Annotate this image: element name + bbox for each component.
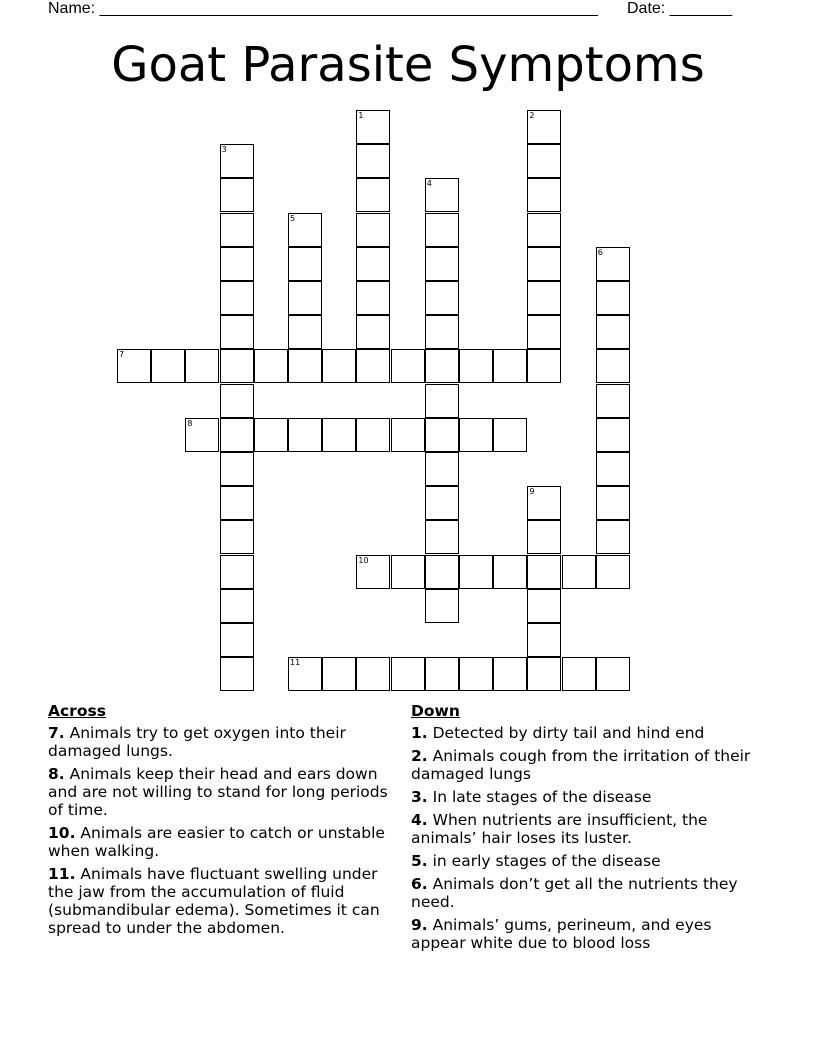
grid-cell[interactable] (527, 486, 561, 520)
down-heading: Down (411, 702, 460, 720)
grid-cell[interactable] (151, 349, 185, 383)
clue-number: 7. (48, 724, 65, 742)
across-clues (48, 702, 403, 942)
grid-cell[interactable] (425, 520, 459, 554)
cell-number: 9 (529, 487, 535, 497)
grid-cell[interactable] (425, 247, 459, 281)
grid-cell[interactable] (322, 418, 356, 452)
grid-cell[interactable] (596, 281, 630, 315)
grid-cell[interactable] (425, 452, 459, 486)
grid-cell[interactable] (527, 110, 561, 144)
grid-cell[interactable] (356, 418, 390, 452)
cell-number: 3 (221, 145, 227, 155)
cell-number: 11 (290, 658, 301, 668)
grid-cell[interactable] (562, 555, 596, 589)
grid-cell[interactable] (322, 349, 356, 383)
grid-cell[interactable] (527, 349, 561, 383)
grid-cell[interactable] (493, 555, 527, 589)
grid-cell[interactable] (459, 555, 493, 589)
clue-down-4 (411, 811, 756, 847)
clue-text: Animals’ gums, perineum, and eyes appear white due to blood loss (411, 916, 712, 952)
clue-number: 2. (411, 747, 428, 765)
grid-cell[interactable] (527, 178, 561, 212)
cell-number: 4 (426, 179, 432, 189)
clue-across-10 (48, 824, 403, 860)
clue-text: Animals try to get oxygen into their damaged lungs. (48, 724, 346, 760)
clue-text: Animals have fluctuant swelling under the jaw from the accumulation of fluid (submandibular edema). Sometimes it can spread to under the abdomen. (48, 865, 380, 937)
grid-cell[interactable] (356, 657, 390, 691)
grid-cell[interactable] (425, 555, 459, 589)
clue-number: 11. (48, 865, 76, 883)
grid-cell[interactable] (527, 623, 561, 657)
grid-cell[interactable] (596, 486, 630, 520)
clue-text: in early stages of the disease (432, 852, 661, 870)
grid-cell[interactable] (527, 657, 561, 691)
grid-cell[interactable] (185, 418, 219, 452)
grid-cell[interactable] (493, 657, 527, 691)
clue-number: 6. (411, 875, 428, 893)
clue-across-11 (48, 865, 403, 937)
clue-text: In late stages of the disease (432, 788, 652, 806)
across-heading: Across (48, 702, 106, 720)
grid-cell[interactable] (322, 657, 356, 691)
grid-cell[interactable] (220, 555, 254, 589)
grid-cell[interactable] (425, 178, 459, 212)
grid-cell[interactable] (391, 555, 425, 589)
grid-cell[interactable] (391, 418, 425, 452)
clue-down-3 (411, 788, 756, 806)
grid-cell[interactable] (596, 520, 630, 554)
grid-cell[interactable] (596, 452, 630, 486)
grid-cell[interactable] (356, 555, 390, 589)
clue-across-7 (48, 724, 403, 760)
clue-number: 10. (48, 824, 76, 842)
cell-number: 10 (358, 555, 369, 565)
clue-text: Animals keep their head and ears down and are not willing to stand for long periods of time. (48, 765, 388, 819)
grid-cell[interactable] (527, 213, 561, 247)
clue-number: 3. (411, 788, 428, 806)
grid-cell[interactable] (220, 418, 254, 452)
grid-cell[interactable] (220, 486, 254, 520)
grid-cell[interactable] (527, 589, 561, 623)
grid-cell[interactable] (562, 657, 596, 691)
grid-cell[interactable] (425, 281, 459, 315)
grid-cell[interactable] (356, 247, 390, 281)
grid-cell[interactable] (459, 349, 493, 383)
page-title: Goat Parasite Symptoms (111, 37, 705, 93)
clue-down-1 (411, 724, 756, 742)
cell-number: 5 (290, 213, 296, 223)
grid-cell[interactable] (356, 110, 390, 144)
grid-cell[interactable] (493, 349, 527, 383)
grid-cell[interactable] (596, 657, 630, 691)
grid-cell[interactable] (220, 315, 254, 349)
grid-cell[interactable] (220, 144, 254, 178)
clue-text: Animals don’t get all the nutrients they need. (411, 875, 738, 911)
grid-cell[interactable] (596, 555, 630, 589)
clue-number: 8. (48, 765, 65, 783)
grid-cell[interactable] (288, 349, 322, 383)
grid-cell[interactable] (391, 657, 425, 691)
name-field[interactable]: Name: ________________________________________________________ (48, 0, 598, 17)
grid-cell[interactable] (596, 384, 630, 418)
grid-cell[interactable] (459, 418, 493, 452)
grid-cell[interactable] (220, 623, 254, 657)
clue-down-2 (411, 747, 756, 783)
grid-cell[interactable] (425, 384, 459, 418)
grid-cell[interactable] (220, 384, 254, 418)
cell-number: 8 (187, 418, 193, 428)
clue-text: Animals cough from the irritation of their damaged lungs (411, 747, 751, 783)
grid-cell[interactable] (425, 213, 459, 247)
grid-cell[interactable] (425, 657, 459, 691)
grid-cell[interactable] (220, 452, 254, 486)
clue-text: Detected by dirty tail and hind end (432, 724, 705, 742)
clue-number: 9. (411, 916, 428, 934)
grid-cell[interactable] (220, 657, 254, 691)
grid-cell[interactable] (425, 315, 459, 349)
down-clues (411, 702, 756, 957)
grid-cell[interactable] (288, 315, 322, 349)
cell-number: 2 (529, 111, 535, 120)
clue-down-6 (411, 875, 756, 911)
cell-number: 6 (597, 247, 603, 257)
grid-cell[interactable] (185, 349, 219, 383)
grid-cell[interactable] (425, 418, 459, 452)
cell-number: 1 (358, 111, 364, 120)
grid-cell[interactable] (356, 144, 390, 178)
clue-number: 5. (411, 852, 428, 870)
clue-text: When nutrients are insufficient, the animals’ hair loses its luster. (411, 811, 708, 847)
grid-cell[interactable] (288, 418, 322, 452)
clue-across-8 (48, 765, 403, 819)
grid-cell[interactable] (391, 349, 425, 383)
grid-cell[interactable] (596, 418, 630, 452)
grid-cell[interactable] (220, 247, 254, 281)
grid-cell[interactable] (596, 349, 630, 383)
clue-down-5 (411, 852, 756, 870)
clue-number: 4. (411, 811, 428, 829)
grid-cell[interactable] (356, 315, 390, 349)
grid-cell[interactable] (288, 247, 322, 281)
grid-cell[interactable] (220, 520, 254, 554)
grid-cell[interactable] (493, 418, 527, 452)
grid-cell[interactable] (527, 247, 561, 281)
grid-cell[interactable] (356, 349, 390, 383)
grid-cell[interactable] (220, 349, 254, 383)
grid-cell[interactable] (220, 178, 254, 212)
grid-cell[interactable] (254, 418, 288, 452)
grid-cell[interactable] (527, 520, 561, 554)
grid-cell[interactable] (459, 657, 493, 691)
cell-number: 7 (119, 350, 125, 360)
grid-cell[interactable] (527, 144, 561, 178)
grid-cell[interactable] (220, 281, 254, 315)
grid-cell[interactable] (220, 213, 254, 247)
grid-cell[interactable] (356, 178, 390, 212)
clue-number: 1. (411, 724, 428, 742)
clue-text: Animals are easier to catch or unstable when walking. (48, 824, 385, 860)
grid-cell[interactable] (288, 213, 322, 247)
grid-cell[interactable] (356, 213, 390, 247)
grid-cell[interactable] (254, 349, 288, 383)
grid-cell[interactable] (288, 281, 322, 315)
grid-cell[interactable] (527, 315, 561, 349)
grid-cell[interactable] (425, 589, 459, 623)
grid-cell[interactable] (220, 589, 254, 623)
grid-cell[interactable] (527, 555, 561, 589)
grid-cell[interactable] (596, 315, 630, 349)
clue-down-9 (411, 916, 756, 952)
grid-cell[interactable] (425, 349, 459, 383)
grid-cell[interactable] (356, 281, 390, 315)
grid-cell[interactable] (596, 247, 630, 281)
date-field[interactable]: Date: _______ (627, 0, 732, 17)
grid-cell[interactable] (425, 486, 459, 520)
grid-cell[interactable] (288, 657, 322, 691)
grid-cell[interactable] (117, 349, 151, 383)
grid-cell[interactable] (527, 281, 561, 315)
